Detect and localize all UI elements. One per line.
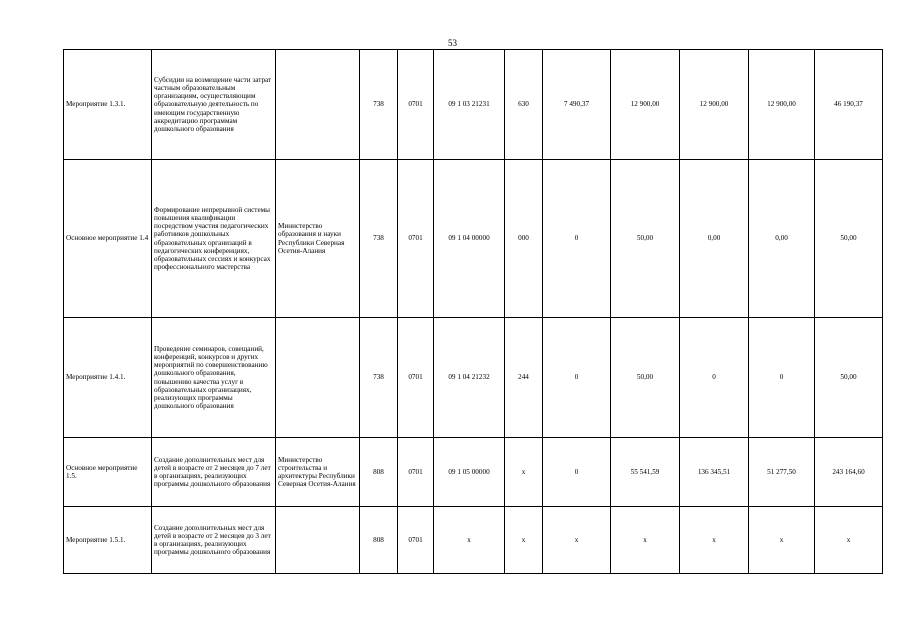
amount-cell: 0	[749, 318, 815, 438]
row-description: Формирование непрерывной системы повышения квалификации посредством участия педагогических работников дошкольных образовательных организаций в педагогических конференциях, образовательных сессиях и конкурсах профессионального мастерства	[152, 160, 276, 318]
vr-code: х	[505, 507, 543, 574]
csr-code: х	[434, 507, 505, 574]
vr-code: х	[505, 438, 543, 507]
row-executor	[276, 50, 360, 160]
rzpr-code: 0701	[398, 318, 434, 438]
amount-cell: 50,00	[611, 160, 680, 318]
amount-cell: х	[611, 507, 680, 574]
row-name: Основное мероприятие 1.5.	[64, 438, 152, 507]
amount-total: 50,00	[815, 160, 883, 318]
grbs-code: 808	[360, 507, 398, 574]
row-description: Создание дополнительных мест для детей в возрасте от 2 месяцев до 7 лет в организациях, реализующих программы дошкольного образования	[152, 438, 276, 507]
amount-cell: х	[680, 507, 749, 574]
amount-cell: 0,00	[749, 160, 815, 318]
rzpr-code: 0701	[398, 160, 434, 318]
amount-cell: 12 900,00	[680, 50, 749, 160]
rzpr-code: 0701	[398, 438, 434, 507]
grbs-code: 738	[360, 50, 398, 160]
csr-code: 09 1 05 00000	[434, 438, 505, 507]
amount-cell: 0	[680, 318, 749, 438]
row-name: Мероприятие 1.3.1.	[64, 50, 152, 160]
rzpr-code: 0701	[398, 507, 434, 574]
rzpr-code: 0701	[398, 50, 434, 160]
amount-total: 46 190,37	[815, 50, 883, 160]
grbs-code: 738	[360, 318, 398, 438]
grbs-code: 808	[360, 438, 398, 507]
amount-cell: х	[543, 507, 611, 574]
table-row	[64, 160, 883, 318]
csr-code: 09 1 03 21231	[434, 50, 505, 160]
row-name: Мероприятие 1.4.1.	[64, 318, 152, 438]
row-description: Субсидии на возмещение части затрат частным образовательным организациям, осуществляющим образовательную деятельность по имеющим государственную аккредитацию программам дошкольного образования	[152, 50, 276, 160]
row-executor: Министерство строительства и архитектуры Республики Северная Осетия-Алания	[276, 438, 360, 507]
row-executor	[276, 507, 360, 574]
amount-cell: 51 277,50	[749, 438, 815, 507]
row-name: Основное мероприятие 1.4	[64, 160, 152, 318]
amount-total: 50,00	[815, 318, 883, 438]
table-row	[64, 318, 883, 438]
amount-total: 243 164,60	[815, 438, 883, 507]
amount-cell: 0,00	[680, 160, 749, 318]
table-row	[64, 438, 883, 507]
vr-code: 000	[505, 160, 543, 318]
amount-cell: 0	[543, 438, 611, 507]
budget-table	[63, 49, 883, 574]
amount-cell: 55 541,59	[611, 438, 680, 507]
table-row	[64, 50, 883, 160]
row-description: Создание дополнительных мест для детей в возрасте от 2 месяцев до 3 лет в организациях, реализующих программы дошкольного образования	[152, 507, 276, 574]
amount-total: х	[815, 507, 883, 574]
csr-code: 09 1 04 21232	[434, 318, 505, 438]
row-description: Проведение семинаров, совещаний, конференций, конкурсов и других мероприятий по совершенствованию дошкольного образования, повышению качества услуг в образовательных организациях, реализующих программы дошкольного образования	[152, 318, 276, 438]
vr-code: 244	[505, 318, 543, 438]
amount-cell: 12 900,00	[611, 50, 680, 160]
amount-cell: 12 900,00	[749, 50, 815, 160]
grbs-code: 738	[360, 160, 398, 318]
amount-cell: х	[749, 507, 815, 574]
table-row	[64, 507, 883, 574]
row-name: Мероприятие 1.5.1.	[64, 507, 152, 574]
row-executor: Министерство образования и науки Республики Северная Осетия-Алания	[276, 160, 360, 318]
vr-code: 630	[505, 50, 543, 160]
amount-cell: 7 490,37	[543, 50, 611, 160]
row-executor	[276, 318, 360, 438]
csr-code: 09 1 04 00000	[434, 160, 505, 318]
amount-cell: 136 345,51	[680, 438, 749, 507]
amount-cell: 0	[543, 318, 611, 438]
amount-cell: 50,00	[611, 318, 680, 438]
amount-cell: 0	[543, 160, 611, 318]
page-number: 53	[448, 38, 457, 48]
